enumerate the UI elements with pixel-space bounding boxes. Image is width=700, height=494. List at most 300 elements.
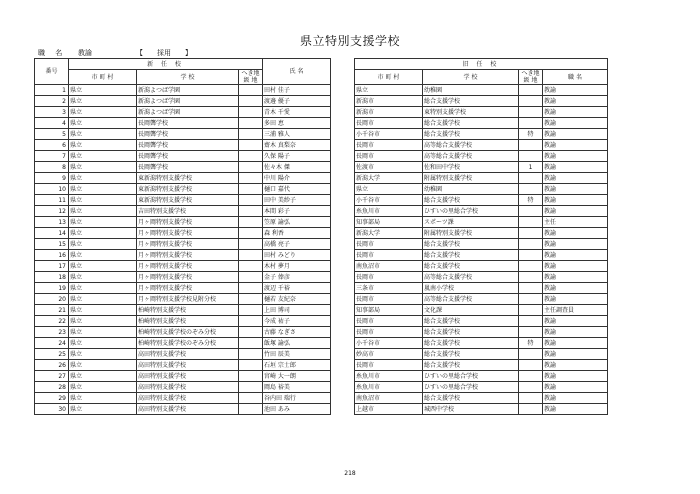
new-remote-cell (239, 250, 263, 261)
staff-name-cell: 中川 陽介 (263, 173, 331, 184)
old-city-cell: 糸魚川市 (355, 382, 423, 393)
position-cell: 教諭 (543, 195, 608, 206)
position-cell: 教諭 (543, 107, 608, 118)
new-remote-cell (239, 283, 263, 294)
row-number-cell: 30 (35, 404, 69, 415)
new-school-cell: 高田特別支援学校 (137, 393, 239, 404)
old-city-cell: 県立 (355, 85, 423, 96)
old-school-cell: 総合支援学校 (423, 118, 519, 129)
old-school-cell: 高等総合支援学校 (423, 151, 519, 162)
position-cell: 教諭 (543, 151, 608, 162)
staff-name-cell: 森 利香 (263, 228, 331, 239)
staff-name-cell: 佐々木 傑 (263, 162, 331, 173)
gap-cell (331, 261, 355, 272)
new-city-cell: 県立 (69, 261, 137, 272)
old-remote-cell (519, 327, 543, 338)
new-remote-cell (239, 294, 263, 305)
old-city-cell: 長岡市 (355, 118, 423, 129)
gap-cell (331, 107, 355, 118)
old-remote-cell (519, 404, 543, 415)
old-school-cell: 佐和田中学校 (423, 162, 519, 173)
gap-cell (331, 228, 355, 239)
old-school-cell: 高等総合支援学校 (423, 294, 519, 305)
old-remote-cell (519, 118, 543, 129)
old-city-cell: 長岡市 (355, 316, 423, 327)
row-number-cell: 29 (35, 393, 69, 404)
new-school-cell: 月ヶ岡特別支援学校 (137, 261, 239, 272)
new-city-cell: 県立 (69, 349, 137, 360)
table-row (35, 118, 608, 129)
old-city-cell: 糸魚川市 (355, 371, 423, 382)
old-city-cell: 知事部局 (355, 305, 423, 316)
gap-cell (331, 140, 355, 151)
bracket-open: 【 (136, 49, 143, 57)
staff-name-cell: 本間 彩子 (263, 206, 331, 217)
staff-name-cell: 渡邊 優子 (263, 96, 331, 107)
new-city-cell: 県立 (69, 338, 137, 349)
row-number-cell: 24 (35, 338, 69, 349)
new-school-cell: 新潟よつば学園 (137, 107, 239, 118)
table-row (35, 305, 608, 316)
new-city-cell: 県立 (69, 250, 137, 261)
old-school-cell: 総合支援学校 (423, 129, 519, 140)
new-school-cell: 新潟よつば学園 (137, 96, 239, 107)
row-number-cell: 26 (35, 360, 69, 371)
new-remote-cell (239, 206, 263, 217)
position-cell: 教諭 (543, 250, 608, 261)
row-number-cell: 12 (35, 206, 69, 217)
row-number-cell: 11 (35, 195, 69, 206)
staff-name-cell: 笠原 諭弘 (263, 217, 331, 228)
row-number-cell: 14 (35, 228, 69, 239)
new-remote-cell (239, 173, 263, 184)
header-new-school-name: 学 校 (137, 70, 239, 85)
gap-cell (331, 272, 355, 283)
staff-name-cell: 今成 祐子 (263, 316, 331, 327)
position-cell: 教諭 (543, 393, 608, 404)
table-row (35, 349, 608, 360)
row-number-cell: 8 (35, 162, 69, 173)
gap-cell (331, 382, 355, 393)
old-remote-cell (519, 294, 543, 305)
staff-name-cell: 青木 千愛 (263, 107, 331, 118)
row-number-cell: 3 (35, 107, 69, 118)
row-number-cell: 17 (35, 261, 69, 272)
old-city-cell: 糸魚川市 (355, 206, 423, 217)
position-cell: 教諭 (543, 327, 608, 338)
new-city-cell: 県立 (69, 96, 137, 107)
row-number-cell: 10 (35, 184, 69, 195)
new-remote-cell (239, 360, 263, 371)
position-cell: 教諭 (543, 129, 608, 140)
column-gap (331, 59, 355, 85)
row-number-cell: 23 (35, 327, 69, 338)
new-school-cell: 長岡聾学校 (137, 162, 239, 173)
row-number-cell: 9 (35, 173, 69, 184)
old-school-cell: 東特別支援学校 (423, 107, 519, 118)
new-school-cell: 新潟よつば学園 (137, 85, 239, 96)
header-row-1 (35, 59, 608, 70)
new-remote-cell (239, 404, 263, 415)
position-cell: 教諭 (543, 228, 608, 239)
staff-name-cell: 樋若 友紀奈 (263, 294, 331, 305)
old-city-cell: 知事部局 (355, 217, 423, 228)
old-city-cell: 長岡市 (355, 239, 423, 250)
row-number-cell: 1 (35, 85, 69, 96)
table-row (35, 338, 608, 349)
new-remote-cell (239, 272, 263, 283)
new-remote-cell (239, 228, 263, 239)
old-remote-cell: 特 (519, 129, 543, 140)
table-row (35, 151, 608, 162)
new-city-cell: 県立 (69, 305, 137, 316)
old-city-cell: 新潟大学 (355, 173, 423, 184)
position-cell: 教諭 (543, 96, 608, 107)
old-school-cell: 附属特別支援学校 (423, 228, 519, 239)
new-city-cell: 県立 (69, 173, 137, 184)
old-school-cell: 総合支援学校 (423, 393, 519, 404)
new-city-cell: 県立 (69, 228, 137, 239)
old-remote-cell (519, 107, 543, 118)
old-school-cell: 高等総合支援学校 (423, 272, 519, 283)
old-school-cell: ひすいの里総合学校 (423, 371, 519, 382)
old-school-cell: ひすいの里総合学校 (423, 382, 519, 393)
job-label: 職 名 (38, 49, 67, 57)
old-city-cell: 長岡市 (355, 151, 423, 162)
row-number-cell: 25 (35, 349, 69, 360)
gap-cell (331, 371, 355, 382)
old-city-cell: 小千谷市 (355, 129, 423, 140)
table-row (35, 96, 608, 107)
gap-cell (331, 283, 355, 294)
header-new-remote: へき地 級 地 (239, 70, 263, 85)
staff-name-cell: 岡島 裕美 (263, 382, 331, 393)
header-name: 氏 名 (263, 59, 331, 85)
new-remote-cell (239, 305, 263, 316)
old-city-cell: 新潟市 (355, 107, 423, 118)
old-remote-cell (519, 261, 543, 272)
old-remote-cell (519, 217, 543, 228)
new-remote-cell (239, 217, 263, 228)
new-remote-cell (239, 118, 263, 129)
old-remote-cell (519, 239, 543, 250)
gap-cell (331, 404, 355, 415)
position-cell: 教諭 (543, 338, 608, 349)
old-city-cell: 新潟市 (355, 96, 423, 107)
position-cell: 教諭 (543, 371, 608, 382)
new-city-cell: 県立 (69, 107, 137, 118)
header-position: 職 名 (543, 70, 608, 85)
new-remote-cell (239, 382, 263, 393)
old-school-cell: 総合支援学校 (423, 316, 519, 327)
header-new-school: 新 任 校 (69, 59, 263, 70)
old-city-cell: 長岡市 (355, 250, 423, 261)
staff-name-cell: 竹田 辰美 (263, 349, 331, 360)
position-cell: 教諭 (543, 206, 608, 217)
assignment-table (34, 58, 608, 415)
position-cell: 教諭 (543, 382, 608, 393)
new-city-cell: 県立 (69, 140, 137, 151)
new-school-cell: 高田特別支援学校 (137, 360, 239, 371)
table-row (35, 206, 608, 217)
new-city-cell: 県立 (69, 404, 137, 415)
table-row (35, 162, 608, 173)
old-remote-cell: 特 (519, 195, 543, 206)
staff-name-cell: 飯塚 諭弘 (263, 338, 331, 349)
old-city-cell: 上越市 (355, 404, 423, 415)
gap-cell (331, 305, 355, 316)
gap-cell (331, 393, 355, 404)
new-school-cell: 月ヶ岡特別支援学校 (137, 272, 239, 283)
old-school-cell: 総合支援学校 (423, 250, 519, 261)
staff-name-cell: 三浦 雅人 (263, 129, 331, 140)
new-remote-cell (239, 239, 263, 250)
table-row (35, 228, 608, 239)
new-remote-cell (239, 393, 263, 404)
staff-name-cell: 池田 あみ (263, 404, 331, 415)
job-meta (38, 48, 192, 58)
new-school-cell: 高田特別支援学校 (137, 404, 239, 415)
row-number-cell: 4 (35, 118, 69, 129)
old-remote-cell (519, 349, 543, 360)
old-remote-cell: 特 (519, 338, 543, 349)
row-number-cell: 5 (35, 129, 69, 140)
new-city-cell: 県立 (69, 371, 137, 382)
old-city-cell: 南魚沼市 (355, 393, 423, 404)
old-remote-cell (519, 228, 543, 239)
row-number-cell: 28 (35, 382, 69, 393)
new-school-cell: 高田特別支援学校 (137, 349, 239, 360)
new-city-cell: 県立 (69, 118, 137, 129)
old-remote-cell: 1 (519, 162, 543, 173)
header-new-city: 市 町 村 (69, 70, 137, 85)
old-remote-cell (519, 140, 543, 151)
old-school-cell: 総合支援学校 (423, 195, 519, 206)
new-city-cell: 県立 (69, 195, 137, 206)
old-school-cell: 幼稚園 (423, 184, 519, 195)
old-school-cell: 城西中学校 (423, 404, 519, 415)
new-school-cell: 長岡聾学校 (137, 151, 239, 162)
old-remote-cell (519, 283, 543, 294)
old-remote-cell (519, 393, 543, 404)
bracket-close: 】 (185, 49, 192, 57)
staff-name-cell: 宮崎 大一朗 (263, 371, 331, 382)
old-school-cell: 総合支援学校 (423, 261, 519, 272)
old-remote-cell (519, 85, 543, 96)
new-city-cell: 県立 (69, 85, 137, 96)
new-school-cell: 高田特別支援学校 (137, 382, 239, 393)
position-cell: 教諭 (543, 239, 608, 250)
new-remote-cell (239, 261, 263, 272)
row-number-cell: 18 (35, 272, 69, 283)
gap-cell (331, 184, 355, 195)
position-cell: 教諭 (543, 118, 608, 129)
new-school-cell: 東新潟特別支援学校 (137, 184, 239, 195)
old-remote-cell (519, 382, 543, 393)
header-old-remote: へき地 級 地 (519, 70, 543, 85)
old-city-cell: 南魚沼市 (355, 261, 423, 272)
row-number-cell: 19 (35, 283, 69, 294)
old-city-cell: 長岡市 (355, 294, 423, 305)
new-remote-cell (239, 96, 263, 107)
new-school-cell: 月ヶ岡特別支援学校 (137, 228, 239, 239)
table-row (35, 283, 608, 294)
table-row (35, 272, 608, 283)
gap-cell (331, 360, 355, 371)
new-remote-cell (239, 162, 263, 173)
row-number-cell: 22 (35, 316, 69, 327)
old-remote-cell (519, 371, 543, 382)
table-row (35, 184, 608, 195)
old-city-cell: 県立 (355, 184, 423, 195)
gap-cell (331, 173, 355, 184)
table-row (35, 371, 608, 382)
table-row (35, 173, 608, 184)
new-city-cell: 県立 (69, 129, 137, 140)
old-school-cell: 総合支援学校 (423, 239, 519, 250)
staff-name-cell: 高橋 亮子 (263, 239, 331, 250)
old-remote-cell (519, 272, 543, 283)
new-school-cell: 東新潟特別支援学校 (137, 173, 239, 184)
new-school-cell: 柏崎特別支援学校 (137, 305, 239, 316)
gap-cell (331, 316, 355, 327)
new-school-cell: 柏崎特別支援学校のぞみ分校 (137, 327, 239, 338)
old-city-cell: 佐渡市 (355, 162, 423, 173)
new-city-cell: 県立 (69, 162, 137, 173)
gap-cell (331, 151, 355, 162)
old-remote-cell (519, 151, 543, 162)
new-remote-cell (239, 151, 263, 162)
gap-cell (331, 217, 355, 228)
row-number-cell: 6 (35, 140, 69, 151)
new-school-cell: 東新潟特別支援学校 (137, 195, 239, 206)
header-old-school: 旧 任 校 (355, 59, 608, 70)
old-city-cell: 長岡市 (355, 272, 423, 283)
new-school-cell: 月ヶ岡特別支援学校 (137, 283, 239, 294)
old-remote-cell (519, 96, 543, 107)
table-row (35, 250, 608, 261)
new-city-cell: 県立 (69, 272, 137, 283)
table-row (35, 393, 608, 404)
table-row (35, 327, 608, 338)
position-cell: 教諭 (543, 162, 608, 173)
gap-cell (331, 294, 355, 305)
page-title: 県立特別支援学校 (299, 34, 400, 48)
new-remote-cell (239, 316, 263, 327)
new-remote-cell (239, 129, 263, 140)
old-school-cell: 附属特別支援学校 (423, 173, 519, 184)
old-city-cell: 新潟大学 (355, 228, 423, 239)
new-school-cell: 柏崎特別支援学校のぞみ分校 (137, 338, 239, 349)
new-remote-cell (239, 195, 263, 206)
table-row (35, 195, 608, 206)
staff-name-cell: 古藤 なぎさ (263, 327, 331, 338)
staff-name-cell: 金子 俸彦 (263, 272, 331, 283)
table-row (35, 140, 608, 151)
new-remote-cell (239, 140, 263, 151)
header-num: 番号 (35, 59, 69, 85)
position-cell: 教諭 (543, 184, 608, 195)
new-city-cell: 県立 (69, 151, 137, 162)
staff-name-cell: 木村 夢月 (263, 261, 331, 272)
old-school-cell: 嵐南小学校 (423, 283, 519, 294)
new-city-cell: 県立 (69, 393, 137, 404)
table-row (35, 382, 608, 393)
old-city-cell: 小千谷市 (355, 338, 423, 349)
old-school-cell: 高等総合支援学校 (423, 140, 519, 151)
old-school-cell: ひすいの里総合学校 (423, 206, 519, 217)
table-row (35, 360, 608, 371)
new-remote-cell (239, 184, 263, 195)
gap-cell (331, 118, 355, 129)
old-remote-cell (519, 250, 543, 261)
position-cell: 教諭 (543, 272, 608, 283)
old-remote-cell (519, 305, 543, 316)
position-cell: 主任 (543, 217, 608, 228)
new-remote-cell (239, 85, 263, 96)
new-city-cell: 県立 (69, 239, 137, 250)
staff-name-cell: 上田 博司 (263, 305, 331, 316)
old-school-cell: 総合支援学校 (423, 349, 519, 360)
row-number-cell: 16 (35, 250, 69, 261)
new-school-cell: 高田特別支援学校 (137, 371, 239, 382)
old-school-cell: 総合支援学校 (423, 96, 519, 107)
new-school-cell: 月ヶ岡特別支援学校 (137, 250, 239, 261)
new-city-cell: 県立 (69, 206, 137, 217)
table-row (35, 85, 608, 96)
staff-name-cell: 田中 美紗子 (263, 195, 331, 206)
new-remote-cell (239, 327, 263, 338)
old-school-cell: スポーツ課 (423, 217, 519, 228)
staff-name-cell: 齋木 真梨奈 (263, 140, 331, 151)
table-row (35, 294, 608, 305)
new-school-cell: 柏崎特別支援学校 (137, 316, 239, 327)
new-school-cell: 吉田特別支援学校 (137, 206, 239, 217)
gap-cell (331, 349, 355, 360)
table-row (35, 217, 608, 228)
new-school-cell: 長岡聾学校 (137, 118, 239, 129)
new-school-cell: 月ヶ岡特別支援学校見附分校 (137, 294, 239, 305)
staff-name-cell: 樋口 嘉代 (263, 184, 331, 195)
table-row (35, 129, 608, 140)
staff-name-cell: 石垣 宗士郎 (263, 360, 331, 371)
new-city-cell: 県立 (69, 184, 137, 195)
new-remote-cell (239, 338, 263, 349)
job-value: 教諭 (78, 49, 92, 57)
new-city-cell: 県立 (69, 360, 137, 371)
old-remote-cell (519, 316, 543, 327)
row-number-cell: 2 (35, 96, 69, 107)
position-cell: 教諭 (543, 349, 608, 360)
staff-name-cell: 谷内田 瑞行 (263, 393, 331, 404)
header-old-city: 市 町 村 (355, 70, 423, 85)
old-school-cell: 総合支援学校 (423, 327, 519, 338)
position-cell: 教諭 (543, 261, 608, 272)
new-school-cell: 月ヶ岡特別支援学校 (137, 217, 239, 228)
row-number-cell: 20 (35, 294, 69, 305)
old-city-cell: 長岡市 (355, 140, 423, 151)
position-cell: 教諭 (543, 316, 608, 327)
old-city-cell: 三条市 (355, 283, 423, 294)
table-row (35, 261, 608, 272)
new-city-cell: 県立 (69, 294, 137, 305)
new-city-cell: 県立 (69, 283, 137, 294)
new-city-cell: 県立 (69, 327, 137, 338)
position-cell: 主任調査員 (543, 305, 608, 316)
old-city-cell: 妙高市 (355, 349, 423, 360)
header-old-school-name: 学 校 (423, 70, 519, 85)
table-row (35, 316, 608, 327)
